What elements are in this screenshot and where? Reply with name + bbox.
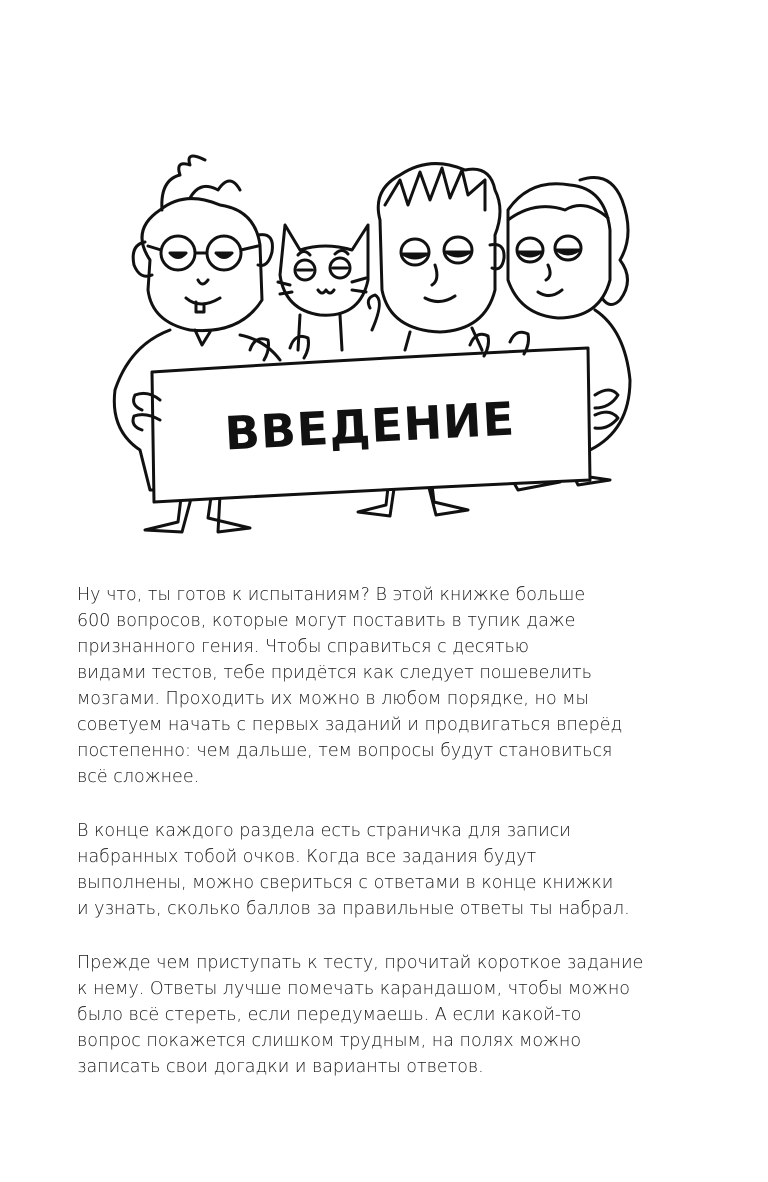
- text-line: советуем начать с первых заданий и продвигаться вперёд: [77, 715, 623, 735]
- paragraph-1: [77, 582, 697, 790]
- banner-title: ВВЕДЕНИЕ: [223, 391, 517, 461]
- text-line: 600 вопросов, которые могут поставить в тупик даже: [77, 611, 576, 631]
- text-line: мозгами. Проходить их можно в любом порядке, но мы: [77, 689, 589, 709]
- text-line: вопрос покажется слишком трудным, на полях можно: [77, 1031, 582, 1051]
- banner-sign-drawing: [133, 332, 618, 502]
- text-line: набранных тобой очков. Когда все задания будут: [77, 847, 537, 867]
- text-line: видами тестов, тебе придётся как следует пошевелить: [77, 663, 592, 683]
- intro-text: [77, 582, 697, 1108]
- text-line: всё сложнее.: [77, 767, 200, 787]
- boy-character-drawing: [378, 164, 504, 350]
- paragraph-2: [77, 818, 697, 922]
- cat-character-drawing: [278, 225, 379, 350]
- text-line: записать свои догадки и варианты ответов.: [77, 1057, 484, 1077]
- text-line: было всё стереть, если передумаешь. А если какой-то: [77, 1005, 582, 1025]
- text-line: постепенно: чем дальше, тем вопросы будут становиться: [77, 741, 613, 761]
- characters-holding-banner-drawing: [90, 150, 650, 540]
- text-line: и узнать, сколько баллов за правильные ответы ты набрал.: [77, 899, 630, 919]
- text-line: к нему. Ответы лучше помечать карандашом, чтобы можно: [77, 979, 631, 999]
- text-line: признанного гения. Чтобы справиться с десятью: [77, 637, 529, 657]
- intro-illustration: [90, 150, 650, 540]
- text-line: В конце каждого раздела есть страничка для записи: [77, 821, 571, 841]
- text-line: выполнены, можно свериться с ответами в конце книжки: [77, 873, 614, 893]
- paragraph-3: [77, 950, 697, 1080]
- text-line: Прежде чем приступать к тесту, прочитай короткое задание: [77, 953, 644, 973]
- text-line: Ну что, ты готов к испытаниям? В этой книжке больше: [77, 585, 586, 605]
